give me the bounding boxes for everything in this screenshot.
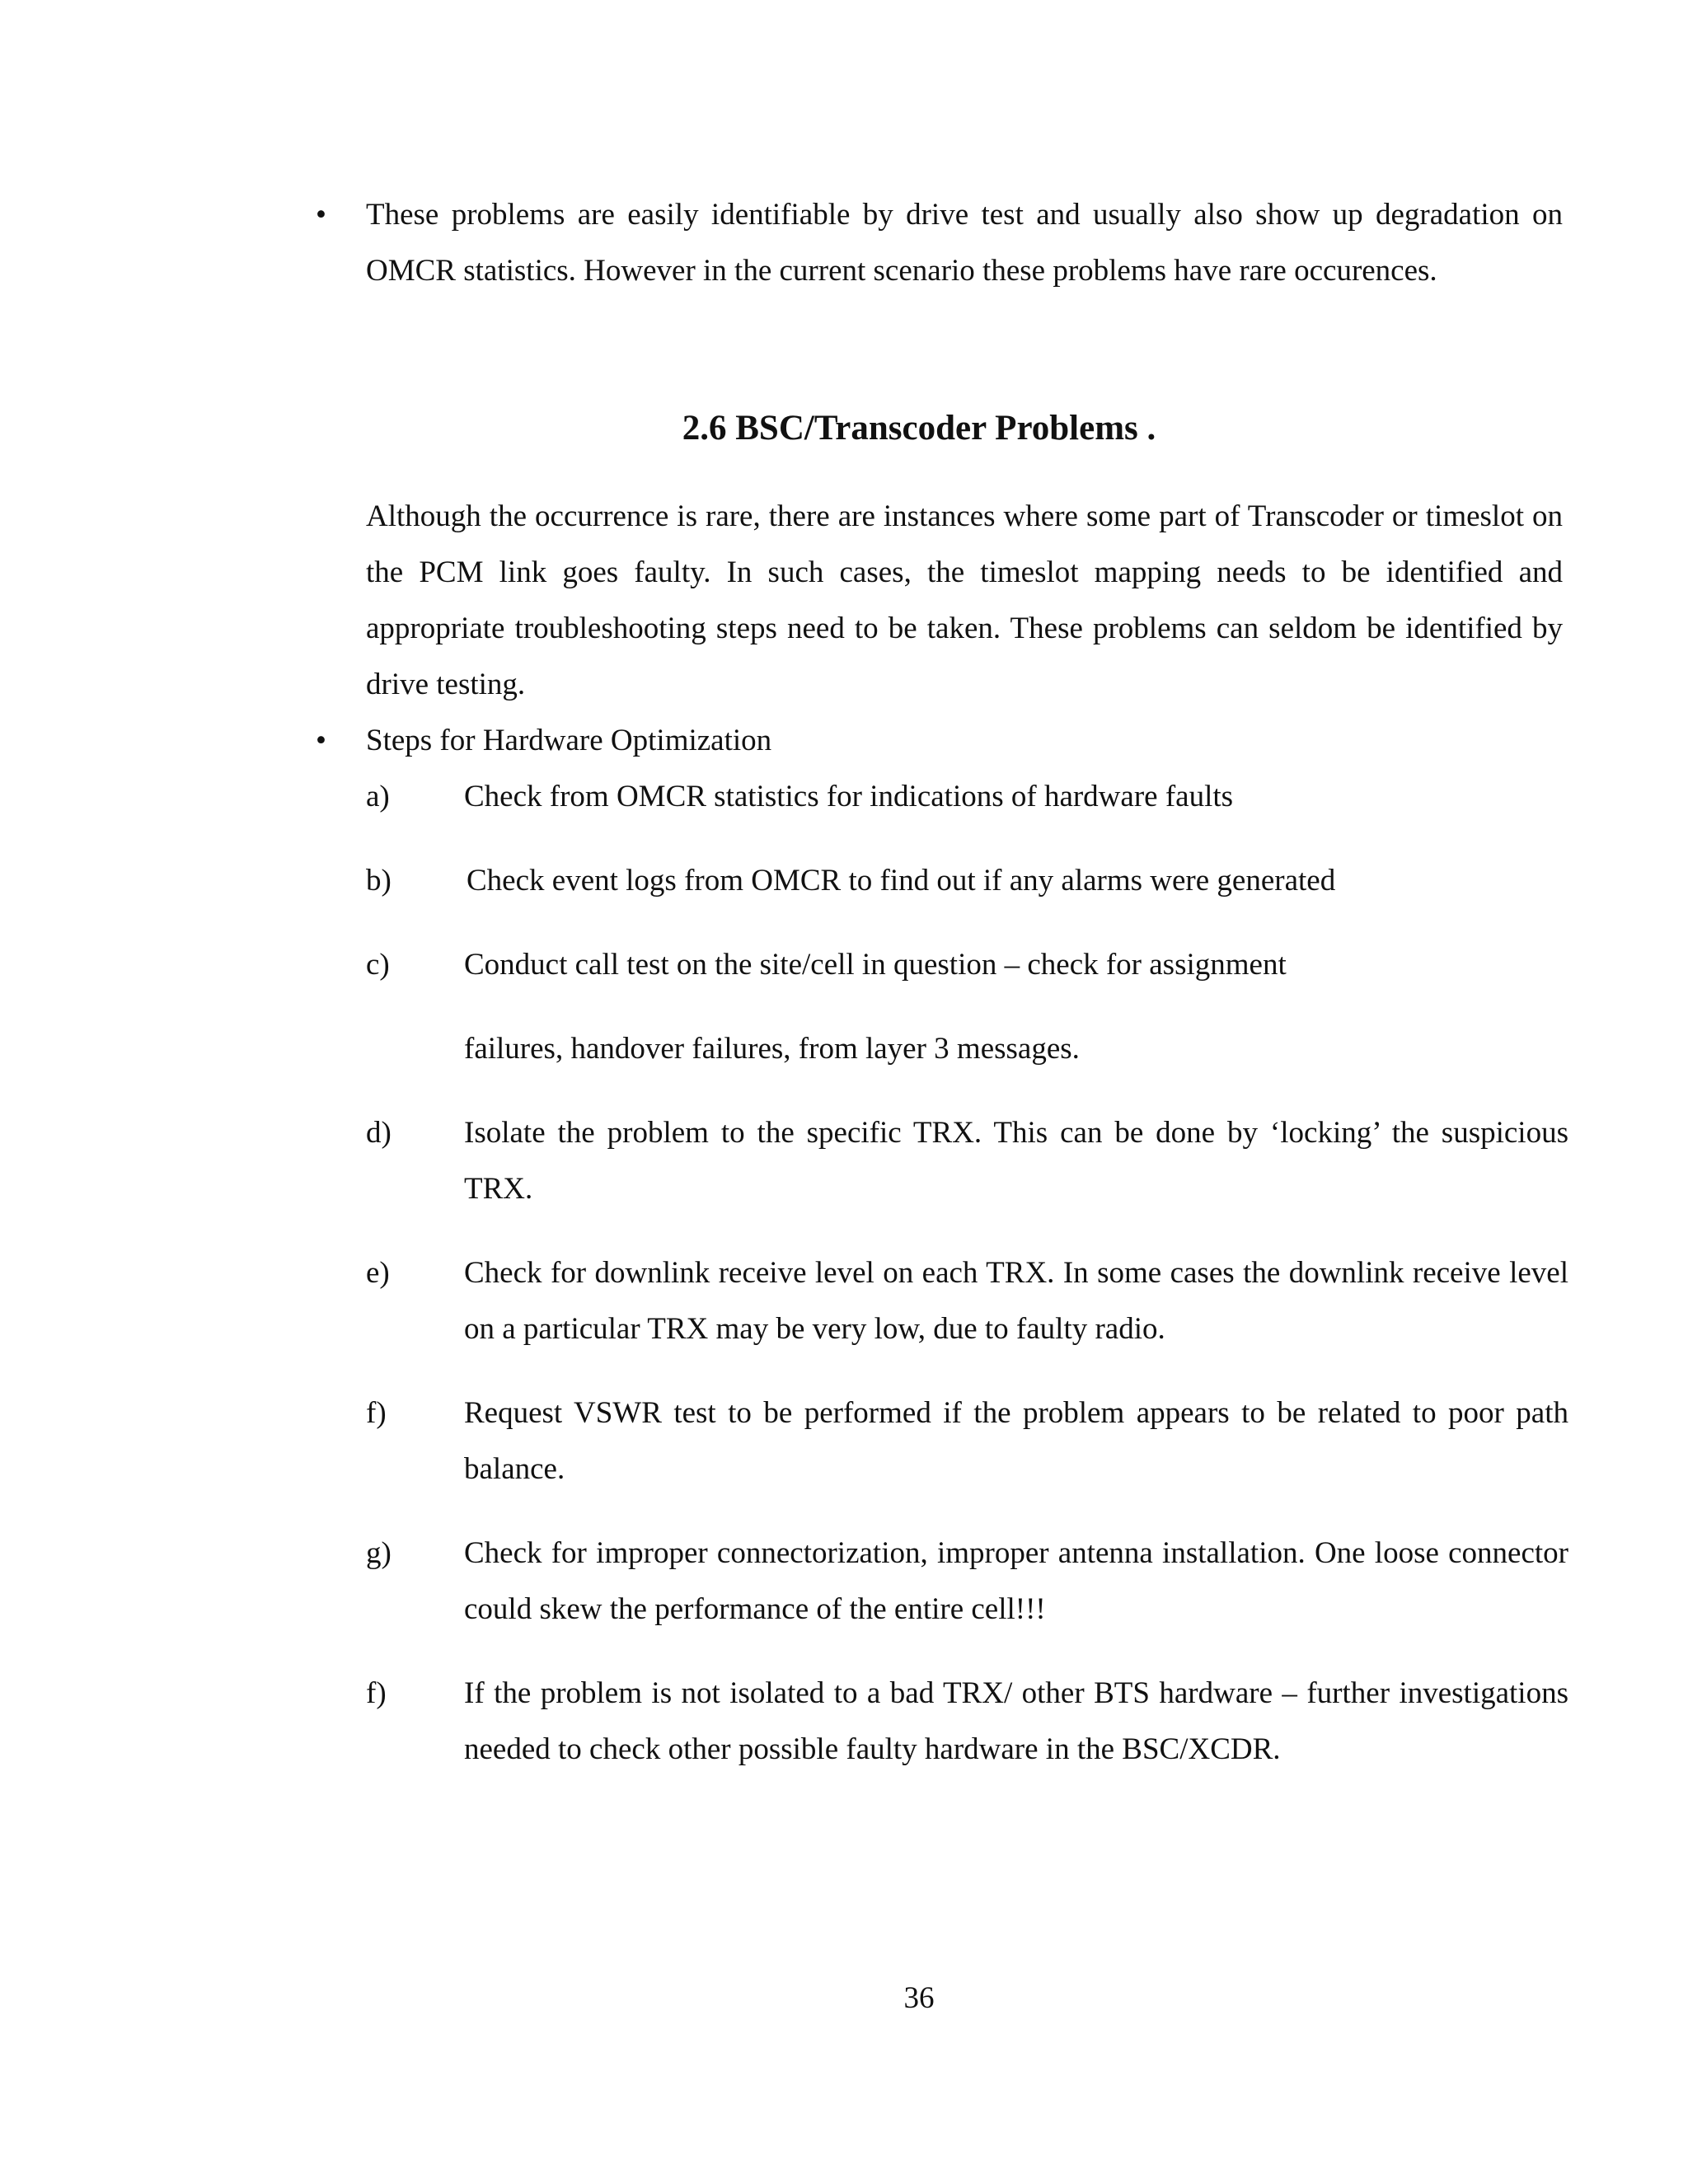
- list-item-text: Check event logs from OMCR to find out if any alarms were generated: [467, 864, 1336, 898]
- list-item-label: c): [366, 948, 390, 982]
- section-paragraph: Although the occurrence is rare, there are instances where some part of Transcoder or timeslot on the PCM link goes faulty. In such cases, the timeslot mapping needs to be identified and appropriate troubleshooting steps need to be taken. These problems can seldom be identified by drive testing.: [366, 499, 1563, 701]
- page-number: 36: [903, 1981, 935, 2015]
- list-item-label: f): [366, 1676, 387, 1710]
- steps-title: Steps for Hardware Optimization: [366, 724, 772, 757]
- list-item-text: Check for improper connectorization, improper antenna installation. One loose connector could skew the performance of the entire cell!!!: [464, 1536, 1568, 1626]
- list-item-text: If the problem is not isolated to a bad TRX/ other BTS hardware – further investigations needed to check other possible faulty hardware in the BSC/XCDR.: [464, 1676, 1568, 1766]
- list-item-label: f): [366, 1396, 387, 1430]
- list-item-continuation: failures, handover failures, from layer 3 messages.: [464, 1032, 1080, 1066]
- list-item-text: Isolate the problem to the specific TRX. This can be done by ‘locking’ the suspicious TRX.: [464, 1116, 1568, 1206]
- list-item-label: g): [366, 1536, 392, 1570]
- list-item-text: Conduct call test on the site/cell in question – check for assignment: [464, 948, 1287, 982]
- section-heading: 2.6 BSC/Transcoder Problems .: [682, 409, 1156, 448]
- list-item-label: a): [366, 780, 390, 813]
- list-item-text: Check from OMCR statistics for indications of hardware faults: [464, 780, 1234, 813]
- list-item-text: Request VSWR test to be performed if the problem appears to be related to poor path balance.: [464, 1396, 1568, 1486]
- list-item-text: Check for downlink receive level on each TRX. In some cases the downlink receive level on a particular TRX may be very low, due to faulty radio.: [464, 1256, 1568, 1346]
- intro-paragraph: These problems are easily identifiable by drive test and usually also show up degradation on OMCR statistics. However in the current scenario these problems have rare occurences.: [366, 198, 1563, 288]
- list-item-label: b): [366, 864, 392, 898]
- list-item-label: d): [366, 1116, 392, 1150]
- list-item-label: e): [366, 1256, 390, 1290]
- bullet-marker: •: [316, 724, 326, 757]
- bullet-marker: •: [316, 198, 326, 232]
